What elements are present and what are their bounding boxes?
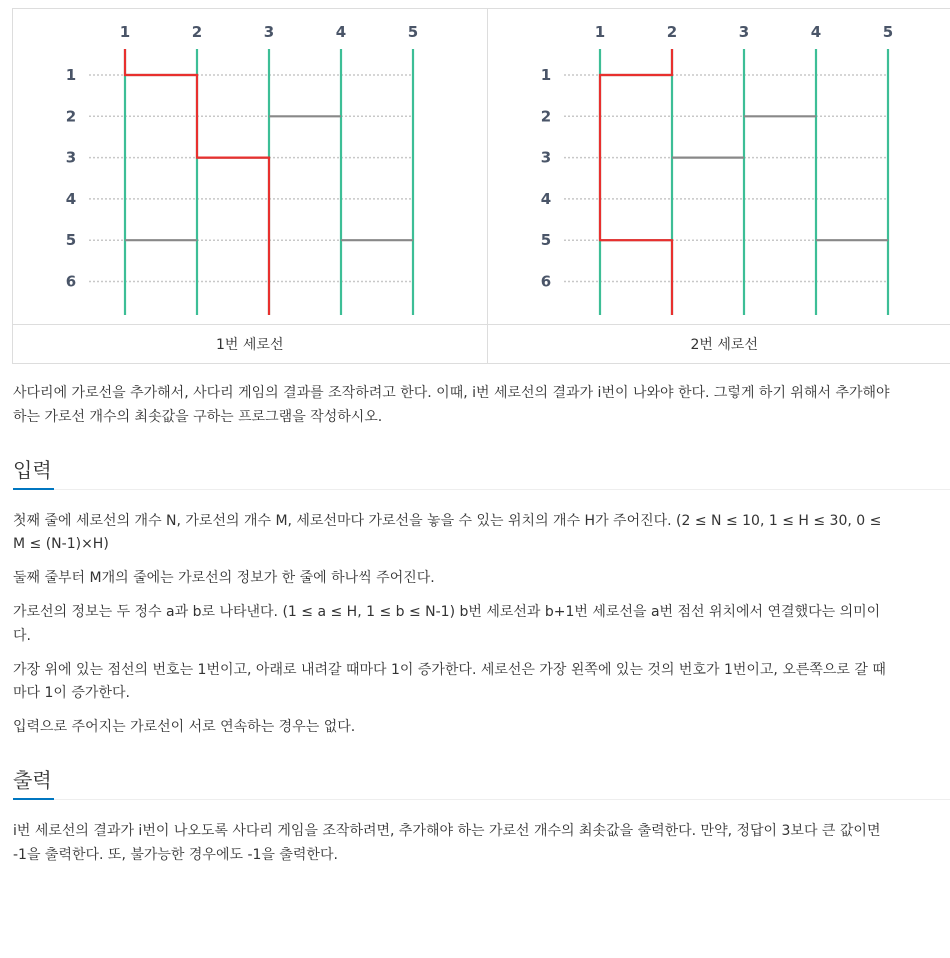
column-label: 4 xyxy=(335,23,347,41)
description-line-1: 사다리에 가로선을 추가해서, 사다리 게임의 결과를 조작하려고 한다. 이때, i번 세로선의 결과가 i번이 나와야 한다. 그렇게 하기 위해서 추가해야 xyxy=(13,385,890,401)
row-label: 3 xyxy=(540,148,551,167)
column-label: 2 xyxy=(191,23,203,41)
figure-caption-1: 1번 세로선 xyxy=(13,325,488,364)
input-p3-line-1: 가로선의 정보는 두 정수 a과 b로 나타낸다. (1 ≤ a ≤ H, 1 ≤ b ≤ N-1) b번 세로선과 b+1번 세로선을 a번 점선 위치에서 연결했다는 의미이 xyxy=(13,603,881,620)
row-label: 3 xyxy=(65,148,77,167)
column-label: 5 xyxy=(407,23,419,41)
ladder-figure-1 xyxy=(13,9,488,325)
input-paragraph-4 xyxy=(13,659,950,707)
description-line-2: 하는 가로선 개수의 최솟값을 구하는 프로그램을 작성하시오. xyxy=(13,408,383,425)
input-paragraph-3 xyxy=(13,601,950,649)
input-p4-line-2: 마다 1이 증가한다. xyxy=(13,685,130,702)
output-paragraph-1 xyxy=(13,820,950,868)
column-label: 1 xyxy=(594,23,605,41)
column-label: 1 xyxy=(119,23,131,41)
row-label: 5 xyxy=(540,231,551,250)
traced-path xyxy=(600,49,672,315)
column-label: 4 xyxy=(810,23,821,41)
ladder-diagram-1 xyxy=(13,9,483,324)
row-label: 1 xyxy=(540,66,551,84)
ladder-figure-table xyxy=(12,8,950,364)
problem-description xyxy=(13,382,950,430)
input-paragraph-2: 둘째 줄부터 M개의 줄에는 가로선의 정보가 한 줄에 하나씩 주어진다. xyxy=(13,570,435,587)
input-p4-line-1: 가장 위에 있는 점선의 번호는 1번이고, 아래로 내려갈 때마다 1이 증가한다. 세로선은 가장 왼쪽에 있는 것의 번호가 1번이고, 오른쪽으로 갈 때 xyxy=(13,661,886,678)
problem-content xyxy=(13,382,950,868)
output-headline xyxy=(13,759,950,800)
row-label: 2 xyxy=(540,107,551,126)
column-label: 3 xyxy=(738,23,749,41)
row-label: 6 xyxy=(65,272,77,291)
output-title: 출력 xyxy=(13,762,54,800)
row-label: 6 xyxy=(540,272,551,291)
input-title: 입력 xyxy=(13,452,54,490)
input-p3-line-2: 다. xyxy=(13,627,31,644)
input-p1-line-1: 첫째 줄에 세로선의 개수 N, 가로선의 개수 M, 세로선마다 가로선을 놓을 수 있는 위치의 개수 H가 주어진다. (2 ≤ N ≤ 10, 1 ≤ H ≤ 30, 0 ≤ xyxy=(13,512,882,529)
input-paragraph-1 xyxy=(13,510,950,558)
column-label: 2 xyxy=(666,23,677,41)
column-label: 3 xyxy=(263,23,275,41)
row-label: 5 xyxy=(65,231,77,250)
output-p1-line-2: -1을 출력한다. 또, 불가능한 경우에도 -1을 출력한다. xyxy=(13,846,338,863)
row-label: 1 xyxy=(65,66,77,84)
ladder-diagram-2 xyxy=(488,9,950,324)
row-label: 4 xyxy=(65,189,77,208)
input-paragraph-5: 입력으로 주어지는 가로선이 서로 연속하는 경우는 없다. xyxy=(13,719,356,736)
output-p1-line-1: i번 세로선의 결과가 i번이 나오도록 사다리 게임을 조작하려면, 추가해야 하는 가로선 개수의 최솟값을 출력한다. 만약, 정답이 3보다 큰 값이면 xyxy=(13,822,881,839)
input-headline xyxy=(13,449,950,490)
figure-caption-2: 2번 세로선 xyxy=(487,325,950,364)
ladder-figure-2 xyxy=(487,9,950,325)
input-p1-line-2: M ≤ (N-1)×H) xyxy=(13,536,109,553)
column-label: 5 xyxy=(882,23,893,41)
row-label: 4 xyxy=(540,189,551,208)
row-label: 2 xyxy=(65,107,77,126)
